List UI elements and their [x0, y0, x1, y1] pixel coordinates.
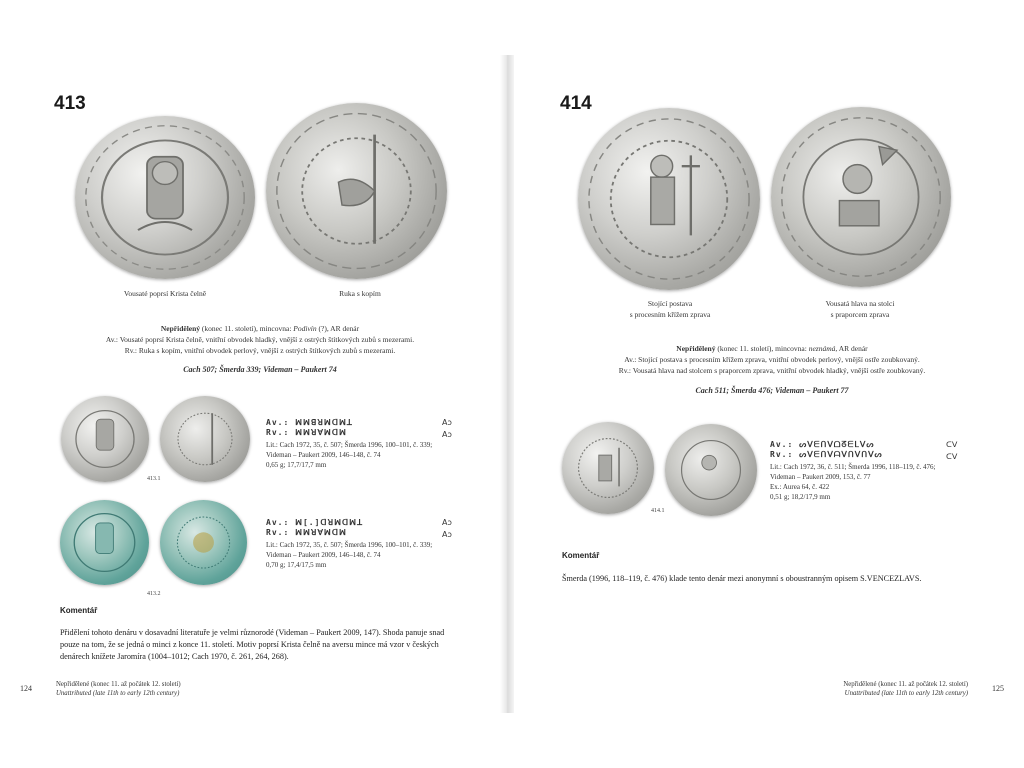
- specimen-414-1-weight: 0,51 g; 18,2/17,9 mm: [770, 493, 831, 501]
- catalog-number: 413: [54, 93, 86, 114]
- coin-414-references: Cach 511; Šmerda 476; Videman – Paukert 77: [695, 386, 849, 395]
- book-spine: [500, 55, 514, 713]
- coin-413-references: Cach 507; Šmerda 339; Videman – Paukert 74: [183, 365, 337, 374]
- specimen-413-1-obverse-legend: Av.: ꟽꟽꓭꓤꟽꓷꟽꓕ: [266, 418, 353, 427]
- specimen-414-1-number: 414.1: [651, 508, 665, 514]
- specimen-413-1-lit-1: Lit.: Cach 1972, 35, č. 507; Šmerda 1996, 100–101, č. 339;: [266, 441, 433, 449]
- coin-413-obverse-caption: Vousaté poprsí Krista čelně: [123, 289, 207, 298]
- specimen-413-1-reverse-legend: Rv.: ꟽꟽꓤꓯꟽꓷꟽ: [266, 428, 347, 437]
- specimen-413-1-details: [266, 418, 466, 470]
- footer-left: [56, 680, 181, 698]
- specimen-413-2-details: [266, 518, 466, 570]
- specimen-413-2-mark-a: Aↄ: [442, 518, 452, 527]
- comment-413-line-1: Přidělení tohoto denáru v dosavadní literatuře je velmi různorodé (Videman – Paukert 2009, 147). Shoda panuje snad: [60, 628, 445, 637]
- comment-413-line-2: pouze na tom, že se jedná o minci z konce 11. století. Motiv poprsí Krista čelně na aversu mince má vzor v českých: [60, 640, 439, 649]
- description-reverse: Rv.: Ruka s kopím, vnitřní obvodek perlový, vnější z ostrých štítkových zubů s mezerami.: [124, 346, 396, 355]
- specimen-414-1-obverse-image: [562, 422, 654, 514]
- description-title: Nepřidělený (konec 11. století), mincovna: Podivín (?), AR denár: [160, 324, 360, 333]
- specimen-414-1-reverse-image: [665, 424, 757, 516]
- specimen-414-1-obverse-legend: Av.: ᔕᐯᗴᑎᐯᗝᘔᗴᒪᐯᔕ: [770, 440, 875, 449]
- description-reverse-414: Rv.: Vousatá hlava nad stolcem s praporcem zprava, vnitřní obvodek hladký, vnější ostře zoubkovaný.: [618, 366, 926, 375]
- footer-right: [842, 680, 968, 698]
- footer-right-line-1: Nepřidělené (konec 11. až počátek 12. století): [843, 681, 968, 688]
- comment-413-line-3: denárech knížete Jaromíra (1004–1012; Cach 1970, č. 261, 264, 268).: [60, 652, 289, 661]
- specimen-414-1-lit-2: Videman – Paukert 2009, 153, č. 77: [770, 473, 871, 481]
- specimen-413-2-number: 413.2: [147, 591, 161, 597]
- description-obverse-414: Av.: Stojící postava s procesním křížem zprava, vnitřní obvodek perlový, vnější ostře zoubkovaný.: [624, 355, 920, 364]
- page-number-left: 124: [20, 684, 32, 693]
- catalog-number-414: 414: [560, 93, 592, 114]
- specimen-414-1-details: [770, 440, 970, 502]
- footer-left-line-1: Nepřidělené (konec 11. až počátek 12. století): [56, 681, 181, 688]
- specimen-413-2-weight: 0,70 g; 17,4/17,5 mm: [266, 561, 327, 569]
- specimen-413-2-lit-1: Lit.: Cach 1972, 35, č. 507; Šmerda 1996, 100–101, č. 339;: [266, 541, 433, 549]
- specimen-413-2-reverse-image: [160, 500, 247, 585]
- specimen-414-1-reverse-legend: Rv.: ᔕᐯᗴᑎᐯᗩᐯᑎᐯᑎᐯᔕ: [770, 450, 883, 459]
- specimen-413-1-mark-a: Aↄ: [442, 418, 452, 427]
- specimen-413-1-reverse-image: [160, 396, 250, 482]
- specimen-413-1-weight: 0,65 g; 17,7/17,7 mm: [266, 461, 327, 469]
- specimen-414-1-ex: Ex.: Aurea 64, č. 422: [770, 483, 830, 491]
- specimen-414-1-mark-b: ᑕᐯ: [946, 452, 958, 461]
- coin-413-reverse-caption: Ruka s kopím: [339, 289, 381, 298]
- specimen-413-1-lit-2: Videman – Paukert 2009, 146–148, č. 74: [266, 451, 381, 459]
- comment-heading-413: Komentář: [60, 606, 98, 615]
- comment-414: Šmerda (1996, 118–119, č. 476) klade tento denár mezi anonymní s oboustranným opisem S.VENCEZLAVS.: [562, 574, 922, 583]
- coin-413-obverse-image: [75, 116, 255, 279]
- comment-413: [60, 627, 480, 663]
- description-title-414: Nepřidělený (konec 11. století), mincovna: neznámá, AR denár: [676, 344, 868, 353]
- specimen-413-1-number: 413.1: [147, 476, 161, 482]
- coin-414-reverse-image: [771, 107, 951, 287]
- coin-413-description: [40, 323, 480, 356]
- coin-414-description: [552, 343, 992, 376]
- page-number-right: 125: [992, 684, 1004, 693]
- specimen-413-2-mark-b: Aↄ: [442, 530, 452, 539]
- coin-414-obverse-caption: Stojící postava s procesním křížem zprava: [629, 299, 711, 319]
- coin-413-reverse-image: [266, 103, 447, 279]
- specimen-413-2-reverse-legend: Rv.: ꟽꟽꓤꓯꟽꓷꟽ: [266, 528, 347, 537]
- comment-heading-414: Komentář: [562, 551, 600, 560]
- specimen-413-2-obverse-image: [60, 500, 149, 585]
- footer-right-line-2: Unattributed (late 11th to early 12th century): [844, 690, 968, 697]
- specimen-413-1-obverse-image: [61, 396, 149, 482]
- coin-414-reverse-caption: Vousatá hlava na stolci s praporcem zprava: [825, 299, 895, 319]
- specimen-413-1-mark-b: Aↄ: [442, 430, 452, 439]
- specimen-413-2-obverse-legend: Av.: ꟽ[.]ꓷꓤꟽꓷꟽꓕ: [266, 518, 363, 527]
- description-obverse: Av.: Vousaté poprsí Krista čelně, vnitřní obvodek hladký, vnější z ostrých štítkových zubů s mezerami.: [105, 335, 415, 344]
- specimen-413-2-lit-2: Videman – Paukert 2009, 146–148, č. 74: [266, 551, 381, 559]
- specimen-414-1-lit-1: Lit.: Cach 1972, 36, č. 511; Šmerda 1996, 118–119, č. 476;: [770, 463, 936, 471]
- specimen-414-1-mark-a: ᑕᐯ: [946, 440, 958, 449]
- coin-414-obverse-image: [578, 108, 760, 290]
- footer-left-line-2: Unattributed (late 11th to early 12th century): [56, 690, 180, 697]
